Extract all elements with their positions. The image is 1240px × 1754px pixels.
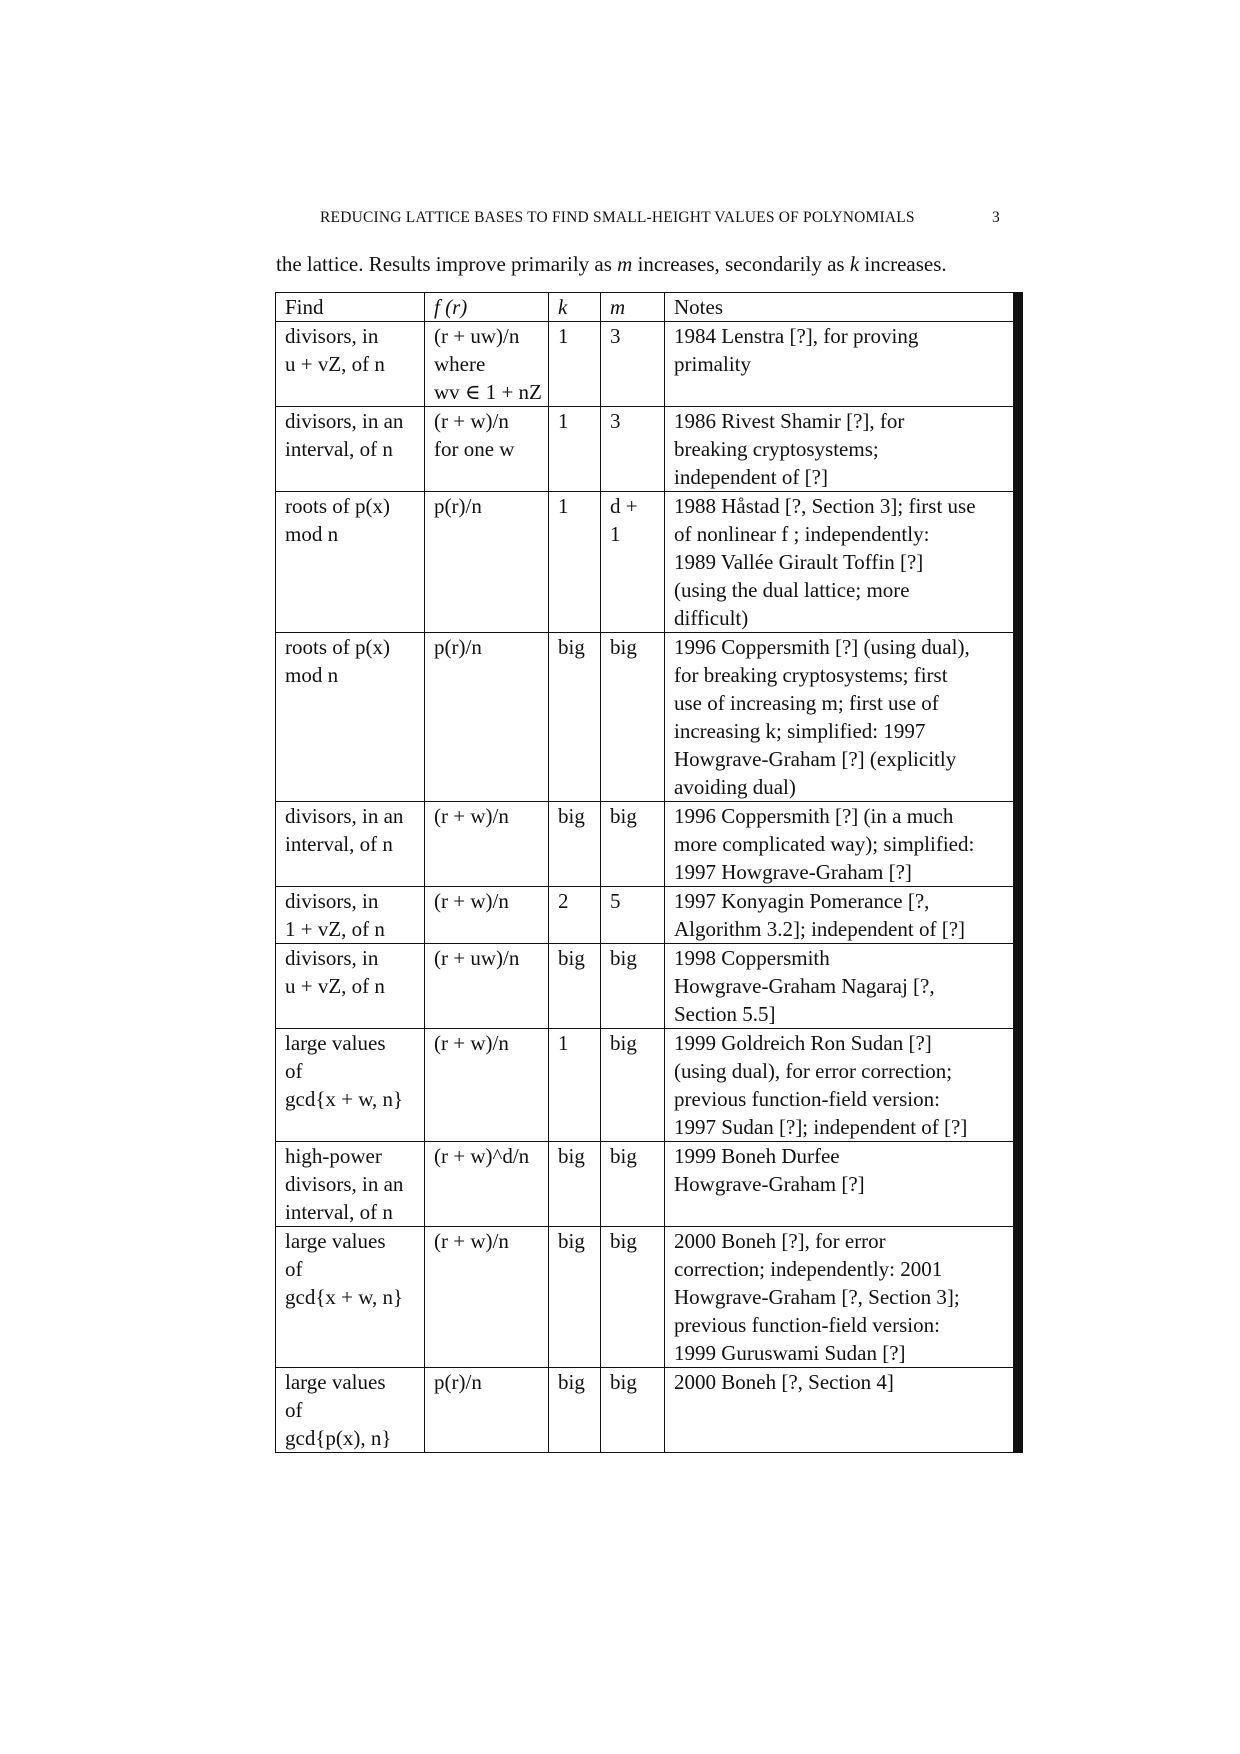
cell-find-line: u + vZ, of n — [285, 974, 385, 998]
cell-find-line: gcd{x + w, n} — [285, 1285, 404, 1309]
table-row — [276, 1227, 1019, 1368]
cell-notes-line: 1984 Lenstra [?], for proving — [674, 324, 919, 348]
results-table — [275, 292, 1023, 1453]
cell-k-line: big — [558, 1370, 585, 1394]
cell-find — [276, 407, 425, 492]
cell-notes-line: 1986 Rivest Shamir [?], for — [674, 409, 905, 433]
cell-notes-line: Howgrave-Graham [?] — [674, 1172, 865, 1196]
cell-fr-line: (r + uw)/n — [434, 324, 520, 348]
cell-fr-line: p(r)/n — [434, 1370, 482, 1394]
cell-m-line: 5 — [610, 889, 621, 913]
cell-k — [549, 1368, 601, 1453]
cell-find-line: interval, of n — [285, 1200, 393, 1224]
cell-find-line: interval, of n — [285, 437, 393, 461]
cell-notes-line: 1998 Coppersmith — [674, 946, 830, 970]
cell-k-line: big — [558, 946, 585, 970]
page-number: 3 — [992, 209, 1000, 226]
cell-notes-line: Algorithm 3.2]; independent of [?] — [674, 917, 966, 941]
cell-find-line: divisors, in an — [285, 804, 404, 828]
cell-m — [601, 1227, 665, 1368]
cell-notes-line: 1999 Guruswami Sudan [?] — [674, 1341, 906, 1365]
cell-notes — [665, 492, 1019, 633]
table-row — [276, 1142, 1019, 1227]
table-row — [276, 1368, 1019, 1453]
cell-m-line: big — [610, 635, 637, 659]
cell-m-line: big — [610, 946, 637, 970]
cell-find-line: gcd{p(x), n} — [285, 1426, 392, 1450]
header-k — [549, 293, 601, 322]
cell-find-line: gcd{x + w, n} — [285, 1087, 404, 1111]
cell-m-line: big — [610, 1144, 637, 1168]
cell-fr-line: where — [434, 352, 486, 376]
cell-find-line: of — [285, 1059, 303, 1083]
cell-notes — [665, 1142, 1019, 1227]
cell-find-line: large values — [285, 1229, 386, 1253]
table-row — [276, 944, 1019, 1029]
cell-notes-line: previous function-field version: — [674, 1313, 940, 1337]
cell-find — [276, 944, 425, 1029]
table-row — [276, 802, 1019, 887]
cell-notes-line: 2000 Boneh [?, Section 4] — [674, 1370, 894, 1394]
cell-fr-line: p(r)/n — [434, 635, 482, 659]
cell-k-line: big — [558, 1229, 585, 1253]
cell-k — [549, 944, 601, 1029]
cell-notes — [665, 633, 1019, 802]
cell-m-line: 3 — [610, 324, 621, 348]
cell-fr-line: (r + w)/n — [434, 1229, 509, 1253]
cell-notes-line: more complicated way); simplified: — [674, 832, 975, 856]
cell-notes-line: breaking cryptosystems; — [674, 437, 879, 461]
cell-find — [276, 1368, 425, 1453]
cell-find-line: roots of p(x) — [285, 635, 390, 659]
header-find: Find — [276, 293, 425, 322]
cell-find-line: roots of p(x) — [285, 494, 390, 518]
cell-find-line: 1 + vZ, of n — [285, 917, 385, 941]
header-k-text: k — [558, 295, 568, 319]
running-title: REDUCING LATTICE BASES TO FIND SMALL-HEIGHT VALUES OF POLYNOMIALS — [320, 209, 915, 226]
results-table-body — [276, 293, 1019, 1453]
cell-k — [549, 322, 601, 407]
cell-m — [601, 407, 665, 492]
cell-find-line: mod n — [285, 522, 339, 546]
cell-notes — [665, 1227, 1019, 1368]
cell-notes-line: avoiding dual) — [674, 775, 796, 799]
cell-find-line: divisors, in — [285, 946, 379, 970]
cell-k-line: 1 — [558, 324, 569, 348]
cell-m — [601, 633, 665, 802]
cell-find — [276, 633, 425, 802]
cell-find-line: divisors, in — [285, 324, 379, 348]
cell-find-line: of — [285, 1398, 303, 1422]
header-m — [601, 293, 665, 322]
table-row — [276, 492, 1019, 633]
cell-notes-line: 1997 Konyagin Pomerance [?, — [674, 889, 930, 913]
cell-m — [601, 802, 665, 887]
header-m-text: m — [610, 295, 626, 319]
cell-k — [549, 1142, 601, 1227]
cell-fr-line: (r + w)/n — [434, 804, 509, 828]
cell-notes — [665, 887, 1019, 944]
cell-notes-line: 1996 Coppersmith [?] (using dual), — [674, 635, 970, 659]
cell-fr — [425, 1227, 549, 1368]
cell-k — [549, 492, 601, 633]
cell-fr — [425, 633, 549, 802]
cell-find — [276, 1142, 425, 1227]
table-header-row — [276, 293, 1019, 322]
cell-notes-line: 1989 Vallée Girault Toffin [?] — [674, 550, 924, 574]
cell-find — [276, 1029, 425, 1142]
intro-var-k: k — [849, 252, 860, 276]
cell-k — [549, 802, 601, 887]
cell-notes-line: (using the dual lattice; more — [674, 578, 910, 602]
cell-find — [276, 492, 425, 633]
cell-find — [276, 322, 425, 407]
cell-fr-line: (r + w)/n — [434, 889, 509, 913]
cell-find-line: divisors, in — [285, 889, 379, 913]
cell-fr — [425, 887, 549, 944]
cell-notes-line: for breaking cryptosystems; first — [674, 663, 948, 687]
cell-m-line: d + — [610, 494, 638, 518]
cell-find-line: divisors, in an — [285, 409, 404, 433]
intro-sentence — [276, 252, 1036, 277]
intro-text-a: the lattice. Results improve primarily as — [276, 252, 618, 276]
cell-notes — [665, 1029, 1019, 1142]
cell-notes — [665, 802, 1019, 887]
cell-k-line: big — [558, 635, 585, 659]
cell-k-line: 1 — [558, 409, 569, 433]
cell-fr-line: for one w — [434, 437, 515, 461]
cell-k — [549, 407, 601, 492]
cell-fr — [425, 944, 549, 1029]
cell-notes-line: 1988 Håstad [?, Section 3]; first use — [674, 494, 976, 518]
cell-find-line: large values — [285, 1031, 386, 1055]
cell-m-line: 1 — [610, 522, 621, 546]
cell-notes-line: 1997 Howgrave-Graham [?] — [674, 860, 912, 884]
cell-k-line: 1 — [558, 494, 569, 518]
cell-m — [601, 944, 665, 1029]
cell-k-line: 2 — [558, 889, 569, 913]
cell-notes-line: independent of [?] — [674, 465, 828, 489]
cell-fr — [425, 1142, 549, 1227]
cell-notes-line: Howgrave-Graham [?] (explicitly — [674, 747, 957, 771]
cell-fr-line: (r + w)/n — [434, 409, 509, 433]
cell-notes-line: 2000 Boneh [?], for error — [674, 1229, 886, 1253]
cell-find-line: mod n — [285, 663, 339, 687]
cell-m — [601, 322, 665, 407]
cell-find-line: large values — [285, 1370, 386, 1394]
cell-m-line: big — [610, 1370, 637, 1394]
cell-find — [276, 802, 425, 887]
header-fr — [425, 293, 549, 322]
cell-notes — [665, 944, 1019, 1029]
cell-m-line: big — [610, 804, 637, 828]
cell-k — [549, 633, 601, 802]
cell-notes-line: of nonlinear f ; independently: — [674, 522, 930, 546]
cell-m-line: big — [610, 1229, 637, 1253]
cell-notes-line: difficult) — [674, 606, 749, 630]
cell-fr-line: p(r)/n — [434, 494, 482, 518]
running-header — [320, 209, 1000, 227]
header-notes: Notes — [665, 293, 1019, 322]
cell-k — [549, 887, 601, 944]
cell-m — [601, 1142, 665, 1227]
cell-k — [549, 1029, 601, 1142]
cell-find-line: divisors, in an — [285, 1172, 404, 1196]
cell-m — [601, 1029, 665, 1142]
cell-notes-line: correction; independently: 2001 — [674, 1257, 943, 1281]
cell-m — [601, 887, 665, 944]
table-row — [276, 407, 1019, 492]
cell-fr-line: (r + uw)/n — [434, 946, 520, 970]
cell-notes — [665, 1368, 1019, 1453]
intro-text-b: increases, secondarily as — [632, 252, 850, 276]
cell-notes-line: 1999 Goldreich Ron Sudan [?] — [674, 1031, 932, 1055]
cell-find-line: of — [285, 1257, 303, 1281]
cell-notes — [665, 322, 1019, 407]
cell-m — [601, 492, 665, 633]
cell-find — [276, 887, 425, 944]
cell-fr — [425, 1029, 549, 1142]
results-table-wrapper — [275, 292, 1023, 1453]
cell-fr — [425, 802, 549, 887]
cell-notes-line: (using dual), for error correction; — [674, 1059, 953, 1083]
cell-notes-line: use of increasing m; first use of — [674, 691, 939, 715]
cell-fr — [425, 492, 549, 633]
cell-find-line: u + vZ, of n — [285, 352, 385, 376]
cell-k-line: big — [558, 804, 585, 828]
cell-notes-line: 1999 Boneh Durfee — [674, 1144, 840, 1168]
cell-notes-line: 1996 Coppersmith [?] (in a much — [674, 804, 954, 828]
table-row — [276, 887, 1019, 944]
cell-find — [276, 1227, 425, 1368]
cell-notes-line: Howgrave-Graham [?, Section 3]; — [674, 1285, 960, 1309]
cell-notes-line: increasing k; simplified: 1997 — [674, 719, 926, 743]
cell-fr-line: wv ∈ 1 + nZ — [434, 380, 542, 404]
header-fr-text: f (r) — [434, 295, 468, 319]
cell-fr — [425, 1368, 549, 1453]
cell-notes-line: previous function-field version: — [674, 1087, 940, 1111]
intro-var-m: m — [617, 252, 633, 276]
cell-m-line: big — [610, 1031, 637, 1055]
cell-notes-line: primality — [674, 352, 751, 376]
cell-notes-line: 1997 Sudan [?]; independent of [?] — [674, 1115, 968, 1139]
cell-fr — [425, 322, 549, 407]
cell-fr — [425, 407, 549, 492]
cell-fr-line: (r + w)/n — [434, 1031, 509, 1055]
cell-fr-line: (r + w)^d/n — [434, 1144, 530, 1168]
table-row — [276, 633, 1019, 802]
cell-find-line: interval, of n — [285, 832, 393, 856]
intro-text-c: increases. — [859, 252, 947, 276]
cell-find-line: high-power — [285, 1144, 382, 1168]
cell-k — [549, 1227, 601, 1368]
table-row — [276, 1029, 1019, 1142]
cell-k-line: big — [558, 1144, 585, 1168]
table-row — [276, 322, 1019, 407]
cell-m-line: 3 — [610, 409, 621, 433]
cell-k-line: 1 — [558, 1031, 569, 1055]
cell-notes-line: Section 5.5] — [674, 1002, 776, 1026]
cell-notes — [665, 407, 1019, 492]
cell-m — [601, 1368, 665, 1453]
cell-notes-line: Howgrave-Graham Nagaraj [?, — [674, 974, 935, 998]
